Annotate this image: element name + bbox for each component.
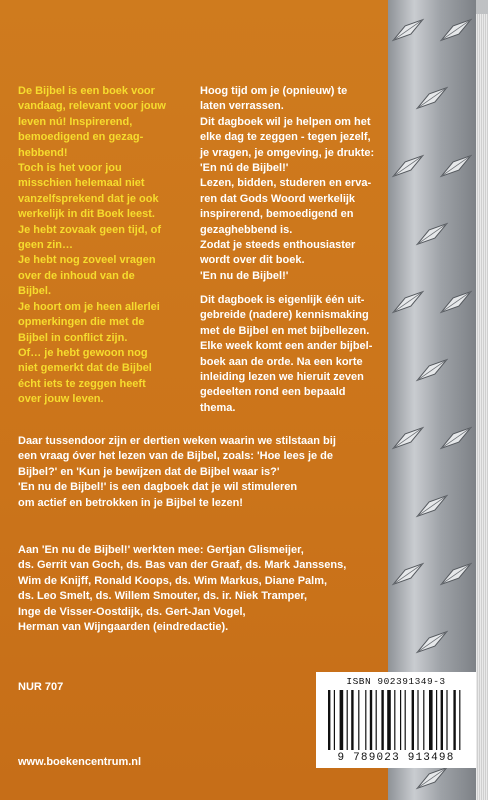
description-paragraph: Daar tussendoor zijn er dertien weken waarin we stilstaan bij een vraag óver het lezen van de Bijbel, zoals: 'Hoe lees je de Bijbel?' en 'Kun je bewijzen dat de Bijbel waar is?' 'En nu de Bijbel!' is een dagboek dat je wil stimuleren om actief en betrokken in je Bijbel te lezen! xyxy=(18,435,336,509)
publisher-website: www.boekencentrum.nl xyxy=(18,756,142,768)
ean-number: 9 789023 913498 xyxy=(337,752,455,764)
right-paragraph-1: Hoog tijd om je (opnieuw) te laten verrassen. Dit dagboek wil je helpen om het elke dag te zeggen - tegen jezelf, je vragen, je omgeving, je drukte: 'En nú de Bijbel!' Lezen, bidden, studeren en erva- ren dat Gods Woord werkelijk inspirerend, bemoedigend en gezaghebbend is. Zodat je steeds enthousiaster wordt over dit boek. 'En nu de Bijbel!' xyxy=(200,85,375,282)
page-edges xyxy=(476,14,488,800)
right-paragraph-2: Dit dagboek is eigenlijk één uit- gebreide (nadere) kennismaking met de Bijbel en met bijbellezen. Elke week komt een ander bijbel- boek aan de orde. Na een korte inleiding lezen we hieruit zeven gedeelten rond een bepaald thema. xyxy=(200,294,373,414)
barcode-icon xyxy=(326,690,466,750)
barcode-label xyxy=(316,672,476,768)
nur-code: NUR 707 xyxy=(18,681,64,693)
contributors-paragraph: Aan 'En nu de Bijbel!' werkten mee: Gertjan Glismeijer, ds. Gerrit van Goch, ds. Bas van der Graaf, ds. Mark Janssens, Wim de Knijff, Ronald Koops, ds. Wim Markus, Diane Palm, ds. Leo Smelt, ds. Willem Smouter, ds. ir. Niek Tramper, Inge de Visser-Oostdijk, ds. Gert-Jan Vogel, Herman van Wijngaarden (eindredactie). xyxy=(18,544,347,634)
isbn-text: ISBN 902391349-3 xyxy=(346,676,446,687)
intro-text: De Bijbel is een boek voor vandaag, relevant voor jouw leven nú! Inspirerend, bemoedigend en gezag- hebbend! Toch is het voor jou misschien helemaal niet vanzelfsprekend dat je ook werkelijk in dit Boek leest. Je hebt zovaak geen tijd, of geen zin… Je hebt nog zoveel vragen over de inhoud van de Bijbel. Je hoort om je heen allerlei opmerkingen die met de Bijbel in conflict zijn. Of… je hebt gewoon nog niet gemerkt dat de Bijbel écht iets te zeggen heeft over jouw leven. xyxy=(18,85,166,406)
